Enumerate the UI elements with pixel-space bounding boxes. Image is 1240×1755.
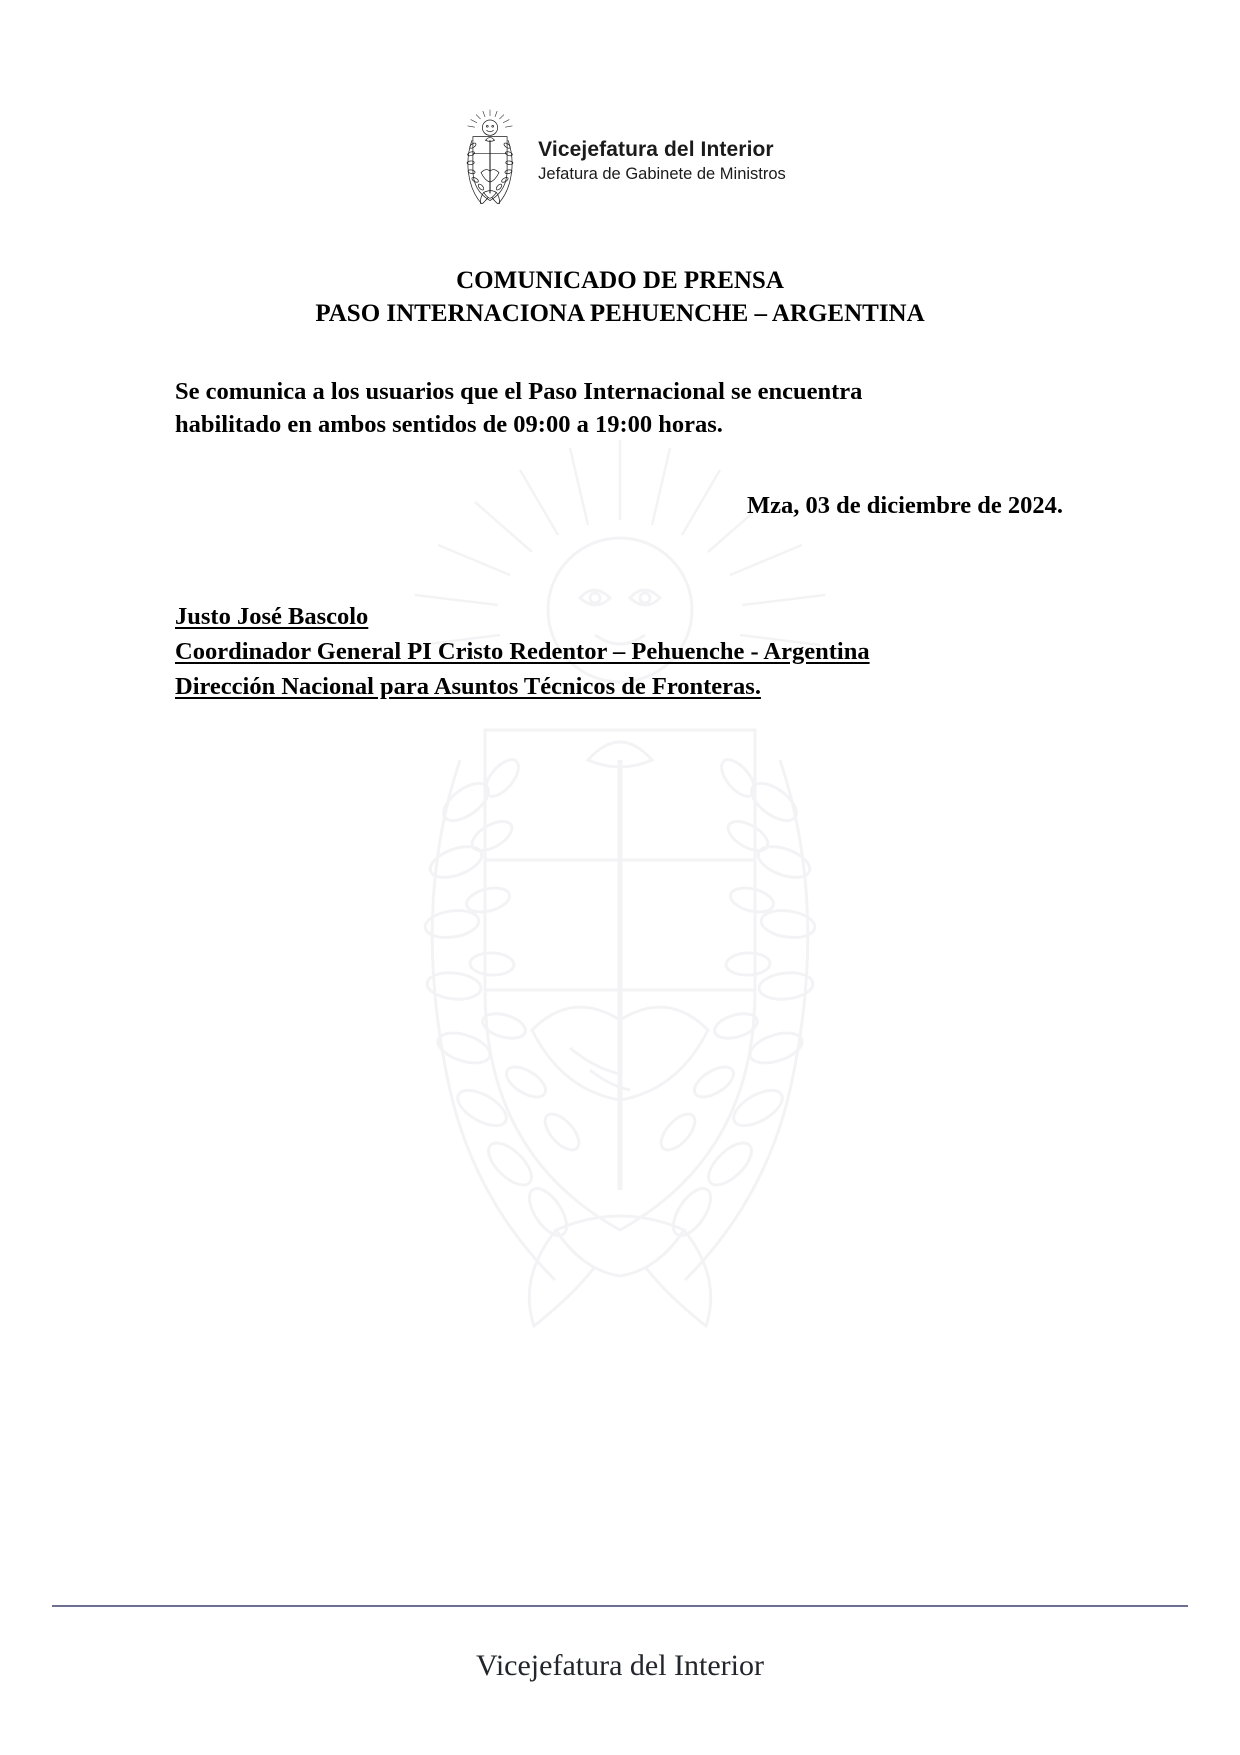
signature-block — [175, 600, 1065, 704]
announcement-line-1: Se comunica a los usuarios que el Paso Internacional se encuentra — [175, 377, 863, 405]
announcement-line-2: habilitado en ambos sentidos de 09:00 a 19:00 horas. — [175, 411, 723, 439]
footer-label: Vicejefatura del Interior — [475, 1649, 765, 1682]
date-line: Mza, 03 de diciembre de 2024. — [747, 492, 1063, 520]
title-line-2: PASO INTERNACIONA PEHUENCHE – ARGENTINA — [315, 300, 925, 328]
document-header — [0, 0, 1240, 204]
signature-name: Justo José Bascolo — [175, 603, 369, 631]
footer-divider — [52, 1605, 1188, 1607]
org-title: Vicejefatura del Interior — [538, 137, 774, 161]
document-content — [175, 264, 1065, 704]
argentina-coat-of-arms-icon — [454, 108, 526, 204]
signature-office: Dirección Nacional para Asuntos Técnicos de Fronteras. — [175, 672, 761, 700]
logo-text-block — [538, 128, 786, 185]
announcement-paragraph — [175, 375, 1065, 443]
org-subtitle: Jefatura de Gabinete de Ministros — [538, 164, 786, 183]
page-title — [175, 264, 1065, 331]
institutional-logo — [454, 108, 786, 204]
signature-role: Coordinador General PI Cristo Redentor – Pehuenche - Argentina — [175, 637, 870, 665]
title-line-1: COMUNICADO DE PRENSA — [456, 267, 784, 294]
